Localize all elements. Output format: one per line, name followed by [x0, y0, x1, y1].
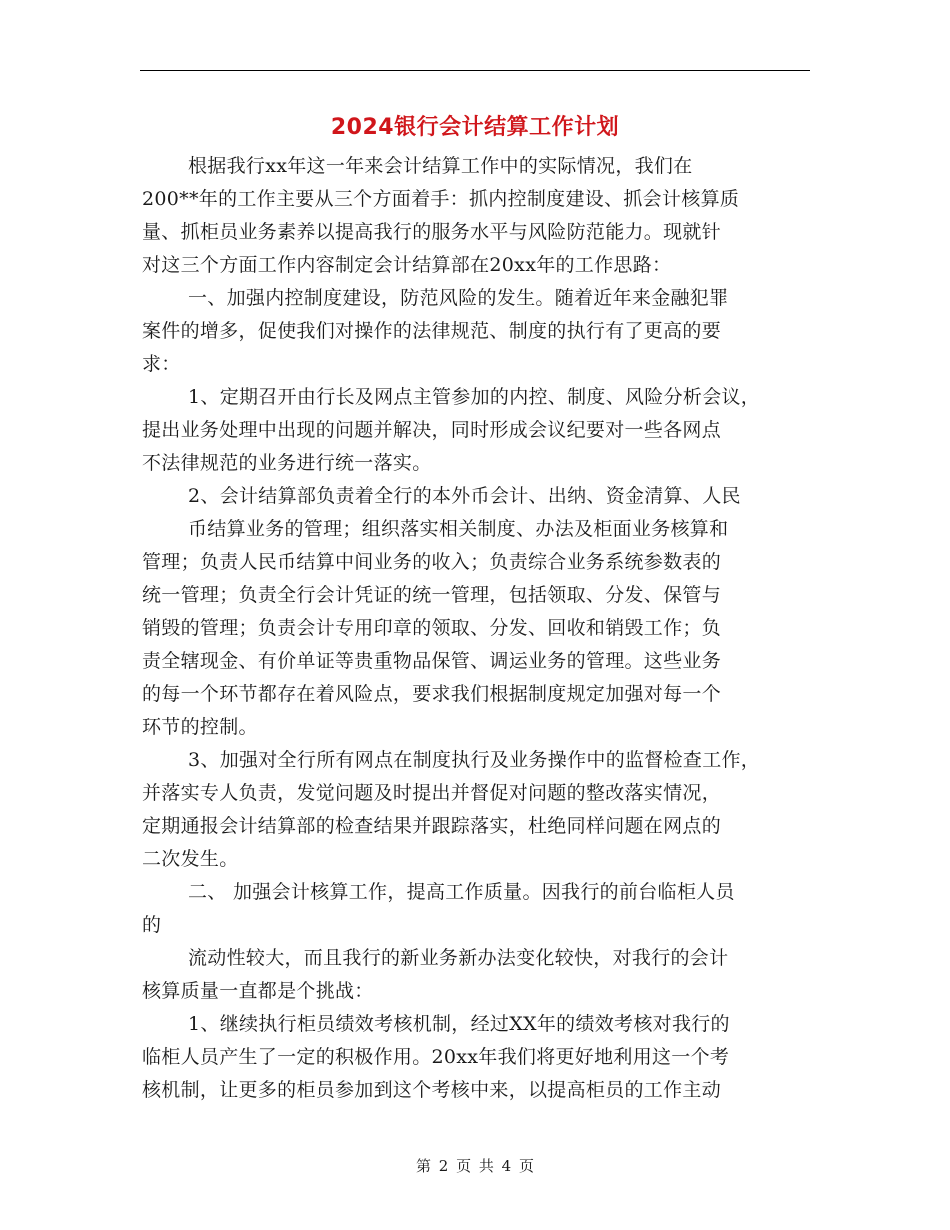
header-rule: [140, 70, 810, 71]
body-line: 案件的增多，促使我们对操作的法律规范、制度的执行有了更高的要: [142, 320, 722, 342]
body-line: 3、加强对全行所有网点在制度执行及业务操作中的监督检查工作，: [188, 749, 761, 771]
body-line: 定期通报会计结算部的检查结果并跟踪落实，杜绝同样问题在网点的: [142, 815, 722, 837]
page-number: 第 2 页 共 4 页: [416, 1157, 534, 1175]
body-line: 量、抓柜员业务素养以提高我行的服务水平与风险防范能力。现就针: [142, 221, 722, 243]
body-line: 求：: [142, 353, 181, 375]
body-line: 的每一个环节都存在着风险点，要求我们根据制度规定加强对每一个: [142, 683, 722, 705]
body-line: 流动性较大，而且我行的新业务新办法变化较快，对我行的会计: [188, 947, 729, 969]
body-line: 1、定期召开由行长及网点主管参加的内控、制度、风险分析会议，: [188, 386, 761, 408]
body-line: 币结算业务的管理；组织落实相关制度、办法及柜面业务核算和: [188, 518, 729, 540]
body-line: 200**年的工作主要从三个方面着手：抓内控制度建设、抓会计核算质: [142, 188, 740, 210]
body-line: 二次发生。: [142, 848, 239, 870]
body-line: 统一管理；负责全行会计凭证的统一管理，包括领取、分发、保管与: [142, 584, 722, 606]
body-line: 临柜人员产生了一定的积极作用。20xx年我们将更好地利用这一个考: [142, 1046, 730, 1068]
body-line: 核算质量一直都是个挑战：: [142, 980, 374, 1002]
body-line: 一、加强内控制度建设，防范风险的发生。随着近年来金融犯罪: [188, 287, 729, 309]
body-line: 核机制，让更多的柜员参加到这个考核中来，以提高柜员的工作主动: [142, 1079, 722, 1101]
body-line: 根据我行xx年这一年来会计结算工作中的实际情况，我们在: [188, 155, 693, 177]
body-line: 不法律规范的业务进行统一落实。: [142, 452, 432, 474]
body-line: 提出业务处理中出现的问题并解决，同时形成会议纪要对一些各网点: [142, 419, 722, 441]
body-line: 销毁的管理；负责会计专用印章的领取、分发、回收和销毁工作；负: [142, 617, 722, 639]
body-line: 2、会计结算部负责着全行的本外币会计、出纳、资金清算、人民: [188, 485, 741, 507]
body-line: 的: [142, 914, 162, 936]
body-line: 环节的控制。: [142, 716, 258, 738]
body-line: 管理；负责人民币结算中间业务的收入；负责综合业务系统参数表的: [142, 551, 722, 573]
body-line: 并落实专人负责，发觉问题及时提出并督促对问题的整改落实情况，: [142, 782, 722, 804]
body-line: 二、 加强会计核算工作，提高工作质量。因我行的前台临柜人员: [188, 881, 735, 903]
body-line: 对这三个方面工作内容制定会计结算部在20xx年的工作思路：: [142, 254, 672, 276]
body-line: 责全辖现金、有价单证等贵重物品保管、调运业务的管理。这些业务: [142, 650, 722, 672]
body-line: 1、继续执行柜员绩效考核机制，经过XX年的绩效考核对我行的: [188, 1013, 730, 1035]
document-title: 2024银行会计结算工作计划: [330, 115, 620, 140]
